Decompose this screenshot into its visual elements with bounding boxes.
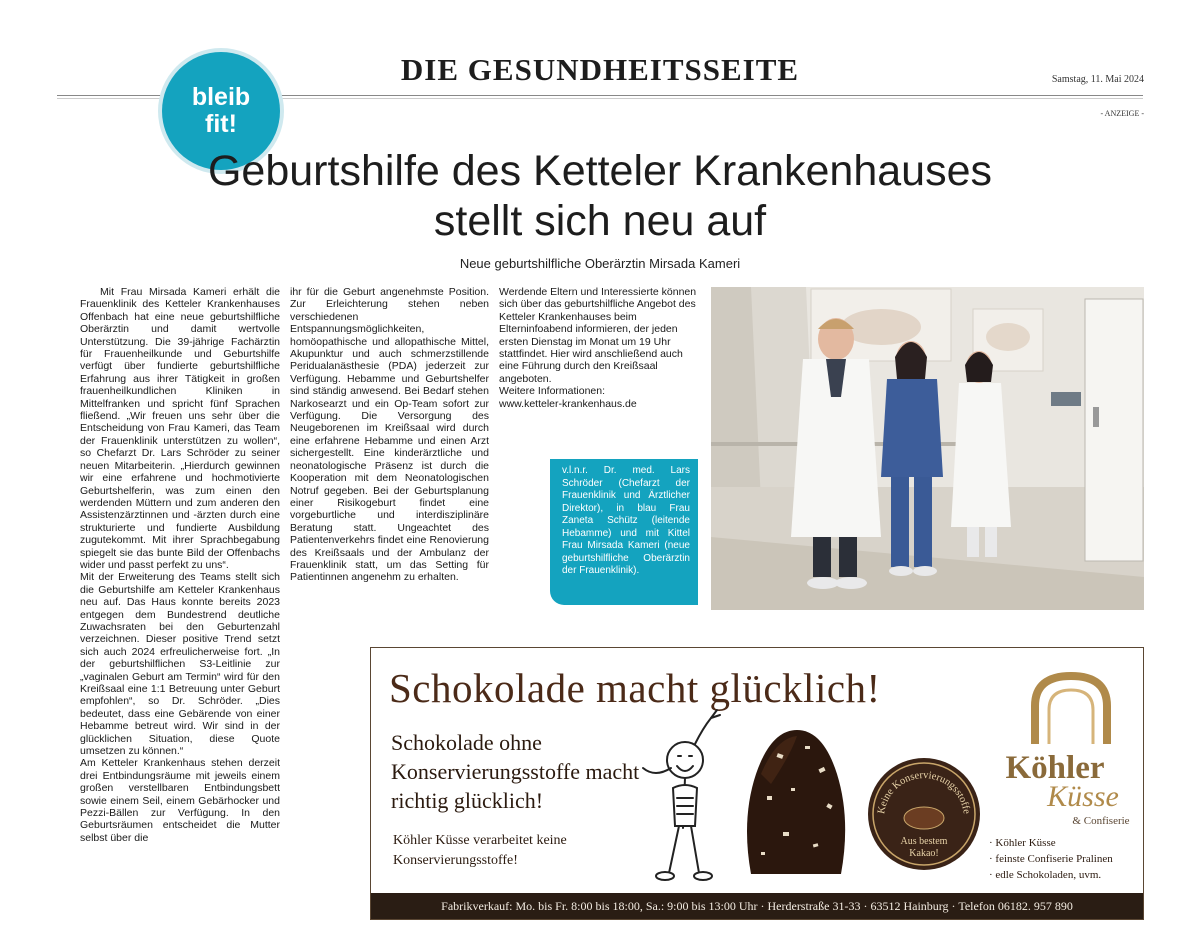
website-link[interactable]: www.ketteler-krankenhaus.de bbox=[499, 397, 637, 410]
chocolate-kiss-image bbox=[731, 724, 861, 882]
product-list bbox=[989, 835, 1143, 883]
page-title: DIE GESUNDHEITSSEITE bbox=[400, 52, 800, 87]
article-subheadline: Neue geburtshilfliche Oberärztin Mirsada Kameri bbox=[459, 256, 741, 271]
brand-name-line-3: & Confiserie bbox=[1072, 815, 1130, 827]
list-item: · Köhler Küsse bbox=[989, 835, 1143, 851]
badge-line-2: fit! bbox=[205, 110, 237, 138]
team-photo bbox=[711, 287, 1144, 610]
paragraph: ihr für die Geburt angenehmste Position. Zur Erleichterung stehen neben verschiedenen Entspannungsmöglichkeiten, homöopathische und allopathische Mittel, Akupunktur und auch schmerzstillende Peridualanästhesie (PDA) jederzeit zur Verfügung. Hebamme und Geburtshelfer sind ständig anwesend. Bei Bedarf stehen Narkosearzt und ein Op-Team sofort zur Verfügung. Die Versorgung des Neugeborenen im Kreißsaal wird durch eine erfahrene Hebamme und einen Arzt sichergestellt. Eine kinderärztliche und neonatologische Präsenz ist durch die Kooperation mit dem Neonatologischen Notruf gegeben. Bei der Geburtsplanung einer Risikogeburt findet eine vorgeburtliche und interdisziplinäre Beratung statt. Ungeachtet des Patientenverkehrs findet eine Renovierung des Kreißsaals und der Ambulanz der Frauenklinik statt, um das Setting für Patientinnen angenehm zu erhalten. bbox=[290, 286, 489, 584]
seal-top-text: Keine Konservierungsstoffe bbox=[876, 769, 972, 815]
koehler-kuesse-logo bbox=[983, 666, 1133, 828]
cartoon-figure-illustration bbox=[633, 708, 743, 888]
paragraph: Am Ketteler Krankenhaus stehen derzeit drei Entbindungsräume mit jeweils einem großen verstellbaren Entbindungsbett sowie einem Seil, einem Gebärhocker und Pezzi-Bällen zur Verfügung. In den Geburtsräumen entscheidet die Mutter selbst über die bbox=[80, 757, 280, 844]
photo-caption: v.l.n.r. Dr. med. Lars Schröder (Chefarzt der Frauenklinik und Ärztlicher Direktor), in blau Frau Zaneta Schütz (leitende Hebamme) und mit Kittel Frau Mirsada Kameri (neue geburtshilfliche Oberärztin der Frauenklinik). bbox=[550, 459, 698, 605]
article-headline bbox=[60, 146, 1140, 246]
list-item: · edle Schokoladen, uvm. bbox=[989, 867, 1143, 883]
article-column-2 bbox=[290, 286, 489, 584]
brand-name-line-2: Küsse bbox=[1047, 780, 1119, 813]
no-preservatives-seal bbox=[866, 756, 982, 872]
paragraph: Weitere Informationen: bbox=[499, 385, 606, 398]
ad-footer-contact: Fabrikverkauf: Mo. bis Fr. 8:00 bis 18:00, Sa.: 9:00 bis 13:00 Uhr · Herderstraße 31-33 · 63512 Hainburg · Telefon 06182. 957 890 bbox=[371, 893, 1143, 920]
list-item: · feinste Confiserie Pralinen bbox=[989, 851, 1143, 867]
ad-headline: Schokolade macht glücklich! bbox=[389, 665, 881, 711]
paragraph: Mit der Erweiterung des Teams stellt sich die Geburtshilfe am Ketteler Krankenhaus neu auf. Das Haus konnte bereits 2023 entgegen dem Bundestrend deutliche Zuwachsraten bei den Geburtenzahl verzeichnen. Dieser positive Trend setzt sich auch 2024 erfreulicherweise fort. „In der geburtshilflichen S3-Leitlinie zur „vaginalen Geburt am Termin“ wird für den Kreißsaal eine 1:1 Betreuung unter Geburt empfohlen“, so Dr. Schröder. „Dies bedeutet, dass eine Gebärende von einer Hebamme betreut wird. Wir sind in der glücklichen Situation, diese Quote umsetzen zu können.“ bbox=[80, 571, 280, 758]
headline-line-1: Geburtshilfe des Ketteler Krankenhauses bbox=[207, 147, 992, 195]
ad-lead-text: Schokolade ohne Konservierungsstoffe macht richtig glücklich! bbox=[391, 730, 640, 813]
badge-line-1: bleib bbox=[191, 83, 251, 111]
paragraph: Mit Frau Mirsada Kameri erhält die Frauenklinik des Ketteler Krankenhauses Offenbach hat eine neue geburtshilfliche Oberärztin und damit wertvolle Unterstützung. Die 39-jährige Fachärztin für Frauenheilkunde und Geburtshilfe verfügt über fundierte geburtshilfliche Erfahrung aus ihrer Tätigkeit in großen frauenheilkundlichen Kliniken in Mittelfranken und spricht fünf Sprachen fließend. „Wir freuen uns sehr über die Entscheidung von Frau Kameri, das Team der Frauenklinik unterstützen zu wollen“, so Chefarzt Dr. Lars Schröder zu seiner neuen Mitarbeiterin. „Hierdurch gewinnen wir eine erfahrene und hochmotivierte Geburtshelferin, was zum einen den werdenden Müttern und zum anderen den Assistenzärztinnen und -ärzten durch eine strukturierte und fundierte Ausbildung zugutekommt. Mit ihrer Sprachbegabung spiegelt sie das bunte Bild der Offenbachs wider und passt perfekt zu uns“. bbox=[80, 286, 280, 571]
chocolate-advertisement bbox=[370, 647, 1144, 920]
issue-date: Samstag, 11. Mai 2024 bbox=[1051, 74, 1144, 85]
article-column-3 bbox=[499, 286, 699, 410]
seal-bottom-line-2: Kakao! bbox=[909, 848, 939, 859]
article-column-1 bbox=[80, 286, 280, 844]
advertisement-label: - ANZEIGE - bbox=[1100, 109, 1144, 118]
seal-bottom-line-1: Aus bestem bbox=[900, 836, 948, 847]
ad-small-text: Köhler Küsse verarbeitet keine Konservierungsstoffe! bbox=[393, 833, 567, 868]
paragraph: Werdende Eltern und Interessierte können sich über das geburtshilfliche Angebot des Ketteler Krankenhauses beim Elterninfoabend informieren, der jeden ersten Dienstag im Monat um 19 Uhr stattfindet. Hier wird anschließend auch eine Führung durch den Kreißsaal angeboten. bbox=[499, 286, 697, 385]
headline-line-2: stellt sich neu auf bbox=[433, 197, 767, 245]
brand-name-line-1: Köhler bbox=[1005, 750, 1105, 786]
